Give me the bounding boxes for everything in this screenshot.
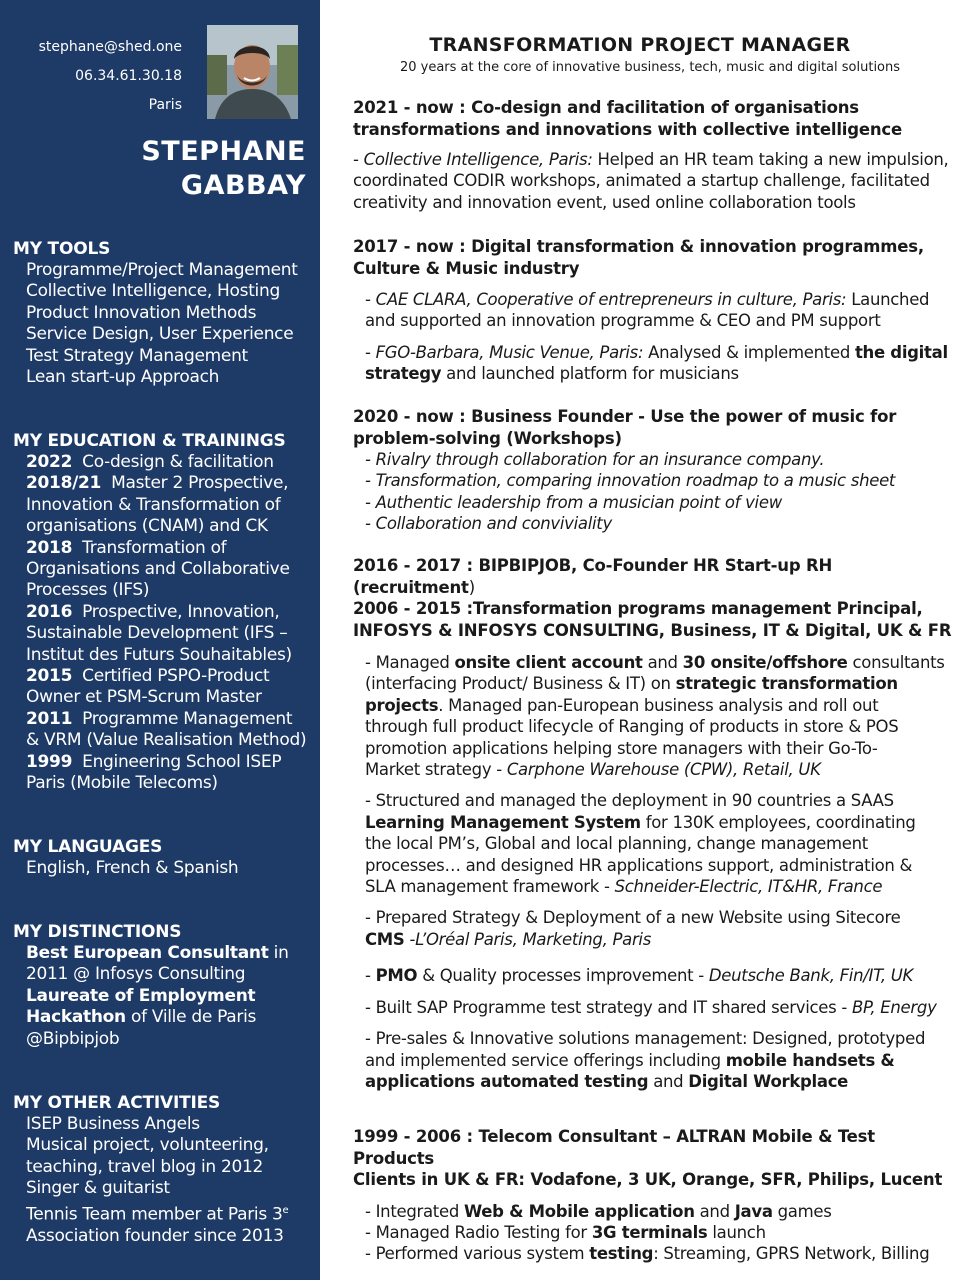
activity-item: Association founder since 2013 [26,1225,284,1246]
job-line: - Prepared Strategy & Deployment of a new Website using Sitecore [365,908,901,928]
education-text: Co-design & facilitation [82,452,274,472]
job-bullet [353,907,953,950]
sidebar [0,0,320,1280]
tool-item: Service Design, User Experience [26,324,294,345]
job-heading: INFOSYS & INFOSYS CONSULTING, Business, IT & Digital, UK & FR [353,620,952,640]
education-text: Sustainable Development (IFS – [26,623,288,644]
job-line [365,759,953,780]
job-bullet [353,652,953,780]
job-heading: 1999 - 2006 : Telecom Consultant – ALTRAN Mobile & Test Products [353,1127,875,1168]
workshop-item: - Collaboration and conviviality [365,514,612,534]
job-line [365,673,953,694]
highlight: strategic transformation [675,674,898,694]
experience-2006 [353,598,953,1092]
job-bullet [353,997,953,1018]
resume-title: TRANSFORMATION PROJECT MANAGER [429,34,851,56]
email-link[interactable]: stephane@shed.one [38,39,182,55]
job-heading-text: 2016 - 2017 : BIPBIPJOB, Co-Founder HR Start-up RH (recruitment [353,556,833,597]
education-entry [13,602,313,623]
job-bullet [353,1028,953,1092]
education-text: organisations (CNAM) and CK [26,516,268,537]
text: - Performed various system [365,1244,590,1264]
job-heading: Culture & Music industry [353,258,580,278]
education-text: Certified PSPO-Product [82,666,270,687]
job-heading [353,555,953,598]
education-entry [13,473,313,494]
highlight: Digital Workplace [688,1071,849,1091]
city: Paris [148,97,182,113]
distinction-text: of Ville de Paris [125,1007,257,1028]
activity-item [13,1200,313,1226]
client-name: Collective Intelligence, Paris: [363,150,593,169]
tool-item: Product Innovation Methods [26,302,257,323]
education-year: 2022 [26,452,73,472]
job-line [353,1201,953,1222]
activity-item: Singer & guitarist [26,1178,170,1199]
experience-2021 [353,97,953,213]
text: : Streaming, GPRS Network, Billing [653,1244,930,1264]
education-text: Prospective, Innovation, [82,601,280,622]
superscript: e [282,1204,289,1216]
job-heading: 2021 - now : Co-design and facilitation of organisations [353,98,859,117]
text: for 130K employees, coordinating [640,812,916,832]
experience-1999 [353,1126,953,1265]
activity-item: ISEP Business Angels [26,1114,200,1134]
text: and [694,1201,735,1221]
job-line [365,695,953,716]
job-text: Launched [846,290,930,309]
job-heading-tail: ) [468,577,475,597]
education-text: Institut des Futurs Souhaitables) [26,644,292,665]
highlight: 3G terminals [591,1222,708,1242]
activities-section [13,1092,313,1247]
text: games [772,1201,832,1221]
job-text: Helped an HR team taking a new impulsion, [592,150,949,169]
distinctions-title: MY DISTINCTIONS [13,922,182,942]
activity-text: Tennis Team member at Paris 3 [26,1204,283,1225]
job-description: - FGO-Barbara, Music Venue, Paris: Analysed & implemented the digital [365,342,948,362]
text: . Managed pan-European business analysis and roll out [438,695,879,715]
job-line [353,1222,953,1243]
education-year: 2015 [26,666,73,687]
job-text: creativity and innovation event, used online collaboration tools [353,192,856,212]
highlight: testing [589,1244,654,1264]
job-line: the local PM’s, Global and local planning, change management [365,834,868,854]
highlight: mobile handsets & [725,1050,895,1070]
phone-number[interactable]: 06.34.61.30.18 [75,68,182,84]
tools-title: MY TOOLS [13,239,111,259]
tool-item: Test Strategy Management [26,345,248,366]
experience-2020 [353,406,953,535]
education-entry [13,752,313,773]
highlight: projects [365,695,439,715]
job-line: processes… and designed HR applications support, administration & [365,855,913,875]
distinction-highlight [13,986,313,1007]
languages-text: English, French & Spanish [26,858,239,878]
workshop-text: Authentic leadership from a musician point of view [375,492,782,512]
activities-title: MY OTHER ACTIVITIES [13,1093,221,1113]
workshop-item: - Authentic leadership from a musician point of view [365,492,782,512]
distinction-highlight: Hackathon [26,1007,126,1028]
job-heading: 2020 - now : Business Founder - Use the power of music for [353,407,897,426]
text: - [365,966,376,986]
job-bullet [353,965,953,986]
education-text: Owner et PSM-Scrum Master [26,687,262,708]
distinctions-section [13,921,313,1050]
workshop-text: Rivalry through collaboration for an insurance company. [375,450,825,469]
text: - Integrated [365,1201,464,1221]
text: & Quality processes improvement - [417,966,709,986]
education-text: Transformation of [82,537,227,558]
client-name: FGO-Barbara, Music Venue, Paris: [375,342,644,362]
job-heading: Clients in UK & FR: Vodafone, 3 UK, Orange, SFR, Philips, Lucent [353,1170,943,1189]
education-year: 2016 [26,601,73,622]
job-bullet [353,790,953,897]
workshop-item: - Rivalry through collaboration for an insurance company. [365,450,825,469]
education-title: MY EDUCATION & TRAININGS [13,431,286,451]
education-entry [13,666,313,687]
job-heading: 2006 - 2015 :Transformation programs management Principal, [353,599,923,618]
job-description [353,363,953,384]
highlight: Learning Management System [365,812,641,832]
job-line: through full product lifecycle of Ranging of products in store & POS [365,717,899,737]
education-text: Innovation & Transformation of [26,494,281,515]
highlight: strategy [365,364,442,384]
client-name: L’Oréal Paris, Marketing, Paris [415,929,652,949]
job-line [353,1243,953,1264]
client-name: Deutsche Bank, Fin/IT, UK [708,966,914,986]
education-entry [13,452,313,473]
job-line [365,929,953,950]
job-text: and launched platform for musicians [441,364,739,384]
job-line [365,876,953,897]
education-text: Programme Management [82,708,293,729]
text: and [642,653,683,672]
main-content [320,0,960,1280]
highlight: 30 onsite/offshore [682,653,848,672]
job-line: - Pre-sales & Innovative solutions management: Designed, prototyped [365,1029,926,1049]
languages-section [13,836,313,879]
education-entry [13,709,313,730]
job-description: - CAE CLARA, Cooperative of entrepreneurs in culture, Paris: Launched [365,290,930,309]
education-year: 2018/21 [26,473,102,494]
job-line: promotion applications helping store managers with their Go-To- [365,738,878,758]
job-text: coordinated CODIR workshops, animated a startup challenge, facilitated [353,171,930,191]
highlight: CMS [365,929,405,949]
tool-item: Collective Intelligence, Hosting [26,281,280,302]
education-text: & VRM (Value Realisation Method) [26,730,307,751]
highlight: the digital [854,342,948,362]
tool-item: Lean start-up Approach [26,367,220,388]
education-entry [13,538,313,559]
education-text: Organisations and Collaborative [26,559,290,580]
education-text: Processes (IFS) [26,580,150,601]
text: - [404,929,416,949]
distinction-text: in [268,943,289,963]
languages-title: MY LANGUAGES [13,837,163,857]
job-heading: problem-solving (Workshops) [353,428,622,448]
last-name: GABBAY [180,170,306,201]
education-text: Paris (Mobile Telecoms) [26,773,218,794]
job-line [365,997,953,1018]
text: (interfacing Product/ Business & IT) on [365,674,676,694]
first-name: STEPHANE [141,136,306,167]
experience-2017 [353,236,953,385]
workshop-text: Collaboration and conviviality [375,514,612,534]
job-line [365,652,953,673]
activity-item: Musical project, volunteering, [26,1135,269,1156]
job-line [365,1050,953,1071]
education-text: Master 2 Prospective, [111,473,289,494]
activity-item: teaching, travel blog in 2012 [26,1156,264,1177]
job-description: - Collective Intelligence, Paris: Helped an HR team taking a new impulsion, [353,150,949,169]
text: and [648,1071,689,1091]
job-line: - Structured and managed the deployment in 90 countries a SAAS [365,791,894,811]
job-line [365,965,953,986]
job-text: Analysed & implemented [643,342,855,362]
education-year: 2018 [26,537,73,558]
text: launch [707,1222,766,1242]
text: SLA management framework - [365,877,615,897]
job-line [365,812,953,833]
distinction-text: 2011 @ Infosys Consulting [26,964,246,985]
distinction-highlight: Laureate of Employment [26,985,256,1006]
highlight: Web & Mobile application [463,1201,695,1221]
distinction-text: @Bipbipjob [26,1028,120,1049]
client-name: Carphone Warehouse (CPW), Retail, UK [506,760,821,780]
distinction-line [13,943,313,964]
job-heading: 2017 - now : Digital transformation & innovation programmes, [353,237,924,256]
highlight: Java [734,1201,773,1221]
distinction-line [13,1007,313,1028]
resume-subtitle: 20 years at the core of innovative business, tech, music and digital solutions [399,60,901,75]
education-year: 1999 [26,751,73,772]
text: Market strategy - [365,760,507,780]
highlight: applications automated testing [365,1071,649,1091]
text: - Built SAP Programme test strategy and IT shared services - [365,997,852,1017]
highlight: PMO [375,966,418,986]
tool-item: Programme/Project Management [26,260,298,280]
client-name: BP, Energy [851,997,937,1017]
distinction-highlight: Best European Consultant [26,943,269,963]
workshop-item: - Transformation, comparing innovation roadmap to a music sheet [365,471,896,491]
education-year: 2011 [26,708,73,729]
experience-2016 [353,555,953,598]
job-heading: transformations and innovations with collective intelligence [353,119,902,139]
text: and implemented service offerings including [365,1050,726,1070]
client-name: CAE CLARA, Cooperative of entrepreneurs in culture, Paris: [375,290,847,309]
text: - Managed Radio Testing for [365,1222,592,1242]
tools-section [13,238,313,388]
job-text: and supported an innovation programme & CEO and PM support [365,311,881,331]
profile-photo [207,25,298,119]
highlight: onsite client account [454,653,643,672]
text: consultants [847,653,945,672]
workshop-text: Transformation, comparing innovation roadmap to a music sheet [375,471,896,491]
client-name: Schneider-Electric, IT&HR, France [614,877,883,897]
education-section [13,430,313,795]
text: - Managed [365,653,455,672]
education-text: Engineering School ISEP [82,751,282,772]
job-line [365,1071,953,1092]
